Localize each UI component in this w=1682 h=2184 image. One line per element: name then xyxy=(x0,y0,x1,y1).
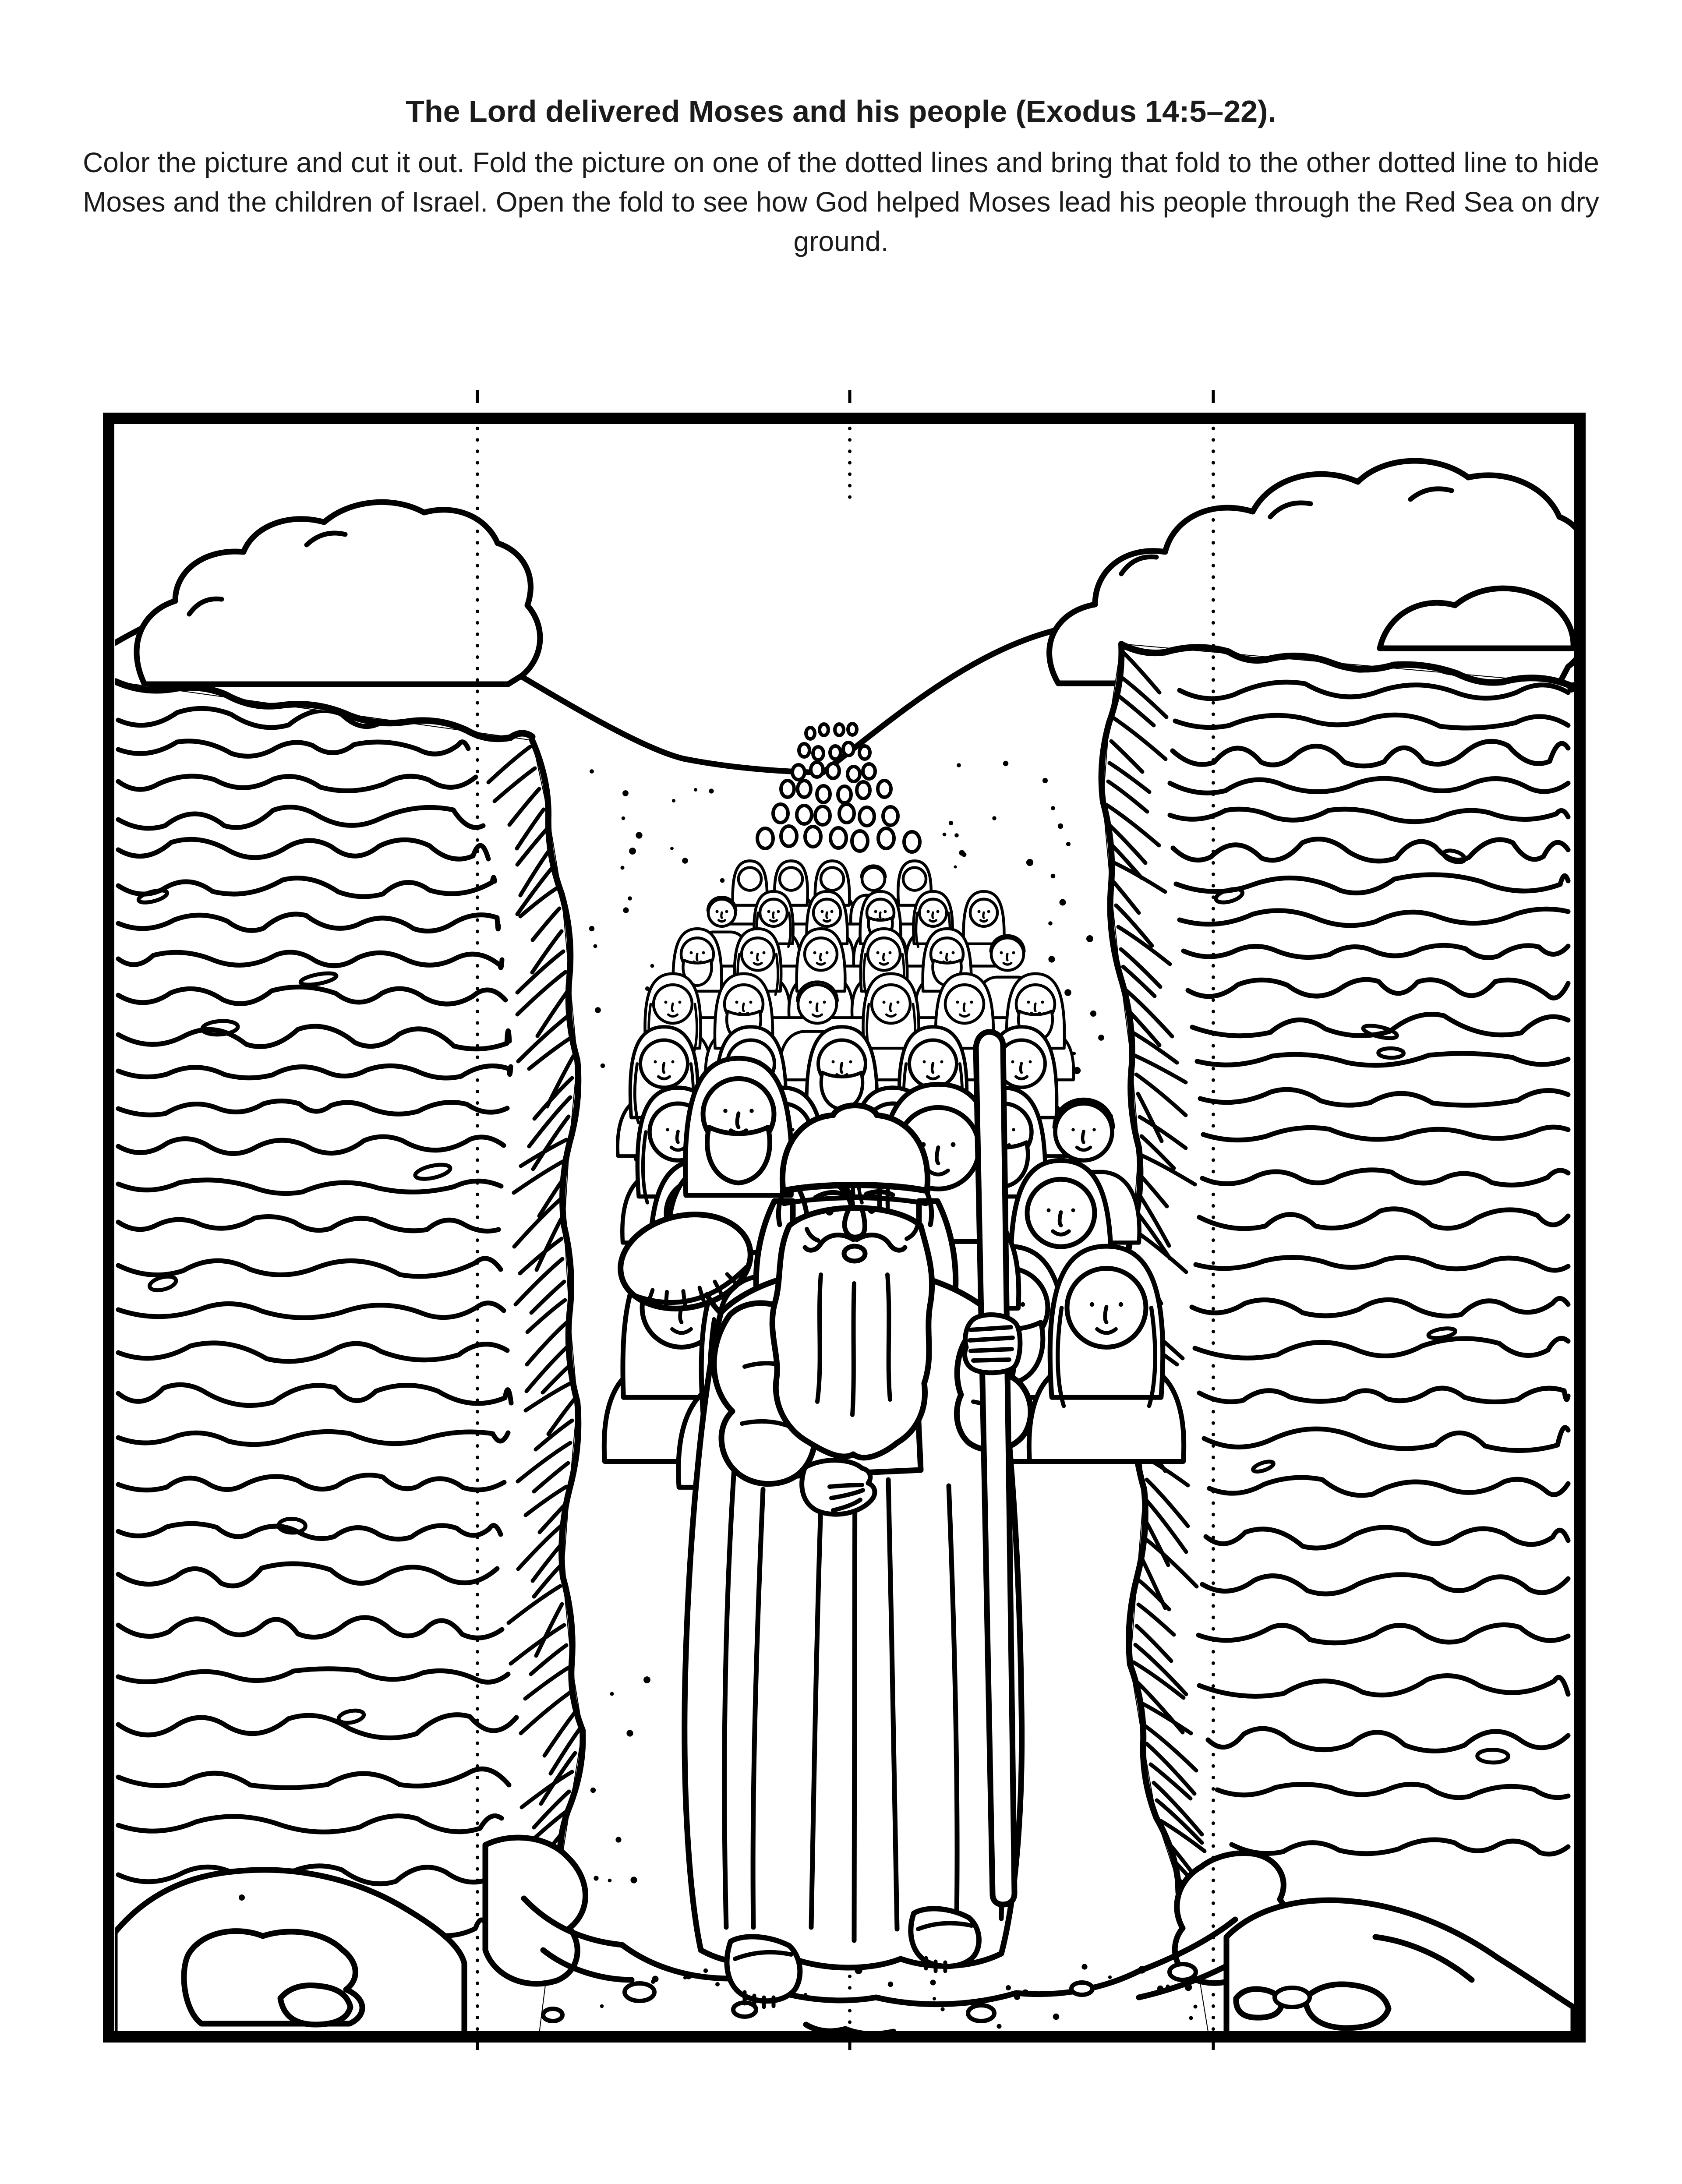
distant-head xyxy=(878,781,891,797)
sand-dot xyxy=(1051,806,1055,810)
right-hand-finger-3 xyxy=(830,1485,862,1487)
sand-dot xyxy=(600,2004,604,2008)
sand-dot xyxy=(959,850,965,856)
person-eye xyxy=(1047,1209,1051,1212)
pebble xyxy=(968,2005,994,2021)
rocks-corner-right-front xyxy=(1305,1984,1389,2028)
distant-head xyxy=(852,831,868,851)
sand-dot xyxy=(622,790,629,796)
sand-dot xyxy=(940,2007,944,2011)
sand-dot xyxy=(630,1877,637,1883)
pebble xyxy=(543,2009,562,2021)
person-nose xyxy=(936,1147,938,1163)
person-nose xyxy=(1060,1212,1061,1226)
person-eye xyxy=(1071,1209,1075,1212)
person-eye xyxy=(987,910,990,913)
person-smile xyxy=(824,920,830,922)
person-smile xyxy=(930,920,936,922)
person-eye xyxy=(952,951,955,954)
sand-dot xyxy=(650,964,654,968)
person-nose xyxy=(663,1063,664,1072)
person-eye xyxy=(735,1001,739,1004)
person-smile xyxy=(770,920,777,922)
person-eye xyxy=(923,1060,926,1064)
water-wall-right xyxy=(1102,644,1574,2037)
distant-head xyxy=(830,746,841,759)
person-beard xyxy=(707,1127,770,1183)
person-eye xyxy=(936,910,940,913)
distant-head xyxy=(839,804,854,823)
person-eye xyxy=(725,910,728,913)
person-eye xyxy=(1021,1302,1025,1307)
person-eye xyxy=(777,910,780,913)
sand-dot xyxy=(1090,1011,1096,1017)
sand-dot xyxy=(622,816,625,820)
person-eye xyxy=(826,951,829,954)
person-eye xyxy=(666,1128,669,1131)
person-eye xyxy=(767,910,770,913)
person-nose xyxy=(773,912,774,918)
person-face xyxy=(862,868,885,891)
person-nose xyxy=(883,954,884,960)
distant-head xyxy=(811,762,823,777)
person-eye xyxy=(889,951,892,954)
distant-head xyxy=(859,746,870,759)
page-title: The Lord delivered Moses and his people (Exodus 14:5–22). xyxy=(406,94,1276,128)
sand-dot xyxy=(709,788,714,793)
distant-head xyxy=(883,807,898,825)
sand-dot xyxy=(608,1879,612,1883)
cloud-left xyxy=(137,502,540,684)
sand-dot xyxy=(643,1676,650,1683)
sand-dot xyxy=(1060,899,1066,906)
sand-dot xyxy=(1042,778,1048,783)
distant-head xyxy=(781,781,794,797)
distant-head xyxy=(799,744,809,757)
moses-mouth xyxy=(844,1246,865,1261)
person-eye xyxy=(678,1001,682,1004)
sand-dot xyxy=(1048,921,1053,926)
sand-dot xyxy=(1108,1975,1112,1979)
crowd-distant-heads xyxy=(757,724,920,852)
distant-head xyxy=(817,786,830,802)
distant-head xyxy=(773,804,788,823)
pebble xyxy=(625,1983,654,2001)
distant-head xyxy=(843,742,854,756)
person-smile xyxy=(719,920,725,922)
person-nose xyxy=(737,1113,739,1127)
person-eye xyxy=(723,1109,728,1113)
sand-dot xyxy=(933,1997,936,2000)
sand-dot xyxy=(715,1982,720,1986)
distant-head xyxy=(792,765,805,780)
person-eye xyxy=(750,951,753,954)
sand-dot xyxy=(672,799,675,802)
sand-dot xyxy=(589,926,594,931)
sand-dot xyxy=(888,1982,893,1987)
person-nose xyxy=(677,1131,678,1142)
person-nose xyxy=(816,1004,817,1011)
eye-right xyxy=(868,1206,876,1214)
person-eye xyxy=(1011,1060,1014,1064)
person-eye xyxy=(883,1001,886,1004)
sand-dot xyxy=(720,878,725,883)
person-nose xyxy=(820,954,821,960)
sand-dot xyxy=(590,769,594,774)
distant-head xyxy=(820,724,828,735)
person-eye xyxy=(716,910,719,913)
person-mustache xyxy=(943,961,951,963)
sand-dot xyxy=(1026,859,1033,866)
sand-dot xyxy=(628,896,632,901)
water-wall-left xyxy=(115,682,583,2037)
person-eye xyxy=(940,951,943,954)
person-eye xyxy=(763,951,766,954)
person-face xyxy=(903,868,926,891)
distant-head xyxy=(805,827,821,847)
pebble xyxy=(1071,1983,1092,1995)
sand-dot xyxy=(610,1692,614,1696)
distant-head xyxy=(857,782,870,799)
distant-head xyxy=(878,828,894,848)
distant-head xyxy=(806,728,815,739)
sand-dot xyxy=(590,1788,596,1793)
sand-dot xyxy=(594,1876,598,1880)
moses-left-fist xyxy=(965,1315,1020,1373)
sand-dot xyxy=(1086,935,1093,942)
person-nose xyxy=(964,1004,965,1011)
person-eye xyxy=(749,1001,753,1004)
distant-head xyxy=(848,724,857,735)
distant-head xyxy=(859,807,874,826)
sand-dot xyxy=(992,816,996,820)
person-eye xyxy=(823,1001,826,1004)
person-eye xyxy=(1119,1302,1124,1307)
distant-head xyxy=(838,786,851,803)
page-instructions: Color the picture and cut it out. Fold the picture on one of the dotted lines and bring that fold to the other dotted line to hide Moses and the children of Israel. Open the fold to see how God helped Moses lead his people through the Red Sea on dry ground. xyxy=(83,147,1599,257)
distant-head xyxy=(848,767,860,781)
sandal-left xyxy=(727,1937,800,2001)
person-eye xyxy=(927,910,930,913)
sand-dot xyxy=(1051,874,1056,879)
person-mustache xyxy=(877,919,883,920)
sand-dot xyxy=(636,832,642,838)
sand-dot xyxy=(1006,1985,1011,1990)
sand-dot xyxy=(1081,1964,1087,1969)
sand-dot xyxy=(1003,761,1008,766)
person-eye xyxy=(654,1060,657,1064)
sand-dot xyxy=(997,2024,1002,2029)
person-eye xyxy=(702,951,705,954)
person-eye xyxy=(970,1001,973,1004)
person-nose xyxy=(757,954,758,960)
person-eye xyxy=(809,1001,812,1004)
person-eye xyxy=(956,1001,959,1004)
distant-head xyxy=(781,826,797,846)
distant-head xyxy=(904,832,920,852)
person-eye xyxy=(978,910,981,913)
sand-dot xyxy=(623,907,629,913)
person-eye xyxy=(940,1060,943,1064)
person-eye xyxy=(849,1060,852,1064)
sand-dot xyxy=(651,1979,655,1984)
person-eye xyxy=(876,951,880,954)
person-face xyxy=(821,868,844,891)
sand-dot xyxy=(1048,956,1055,962)
fist-finger-3 xyxy=(971,1349,1012,1351)
person-eye xyxy=(1041,1001,1044,1004)
sand-dot xyxy=(1053,2014,1059,2020)
person-nose xyxy=(890,1004,891,1011)
sand-dot xyxy=(621,866,625,870)
person-eye xyxy=(874,910,877,913)
sand-dot xyxy=(682,858,688,864)
skirt-fold-2 xyxy=(854,1481,855,1940)
sand-dot xyxy=(949,821,953,825)
person-eye xyxy=(749,1109,754,1113)
person-eye xyxy=(1090,1302,1095,1307)
person-nose xyxy=(841,1063,842,1072)
person-eye xyxy=(951,1142,956,1147)
distant-head xyxy=(813,747,823,760)
distant-head xyxy=(830,828,846,848)
person-eye xyxy=(884,910,887,913)
sand-dot xyxy=(670,847,674,850)
person-eye xyxy=(671,1060,675,1064)
distant-head xyxy=(863,764,875,779)
sandal-right xyxy=(911,1908,979,1966)
person-eye xyxy=(813,951,816,954)
pebbles xyxy=(543,1964,1310,2021)
sand-dot xyxy=(1064,989,1071,996)
distant-head xyxy=(815,806,830,825)
person-eye xyxy=(1092,1128,1096,1131)
beard-strand-2 xyxy=(852,1283,854,1415)
fist-finger-2 xyxy=(970,1338,1013,1340)
sand-dot xyxy=(1189,2016,1193,2020)
person-eye xyxy=(1012,951,1015,954)
person-eye xyxy=(897,1001,900,1004)
distant-head xyxy=(757,828,773,848)
eye-left xyxy=(826,1208,834,1216)
sand-dot xyxy=(1066,842,1071,846)
sand-dot xyxy=(629,848,636,855)
sand-dot xyxy=(1194,2005,1198,2009)
pebble xyxy=(1275,1988,1310,2007)
person-eye xyxy=(690,951,693,954)
person-eye xyxy=(830,910,834,913)
distant-head xyxy=(835,724,844,735)
sand-dot xyxy=(601,1064,605,1068)
distant-head xyxy=(797,806,812,824)
person-nose xyxy=(672,1004,673,1011)
sand-dot xyxy=(954,833,959,838)
person-nose xyxy=(1105,1307,1106,1322)
rocks-corner-left-small xyxy=(280,1986,350,2025)
distant-head xyxy=(827,763,839,778)
distant-head xyxy=(798,781,811,797)
person-eye xyxy=(1000,951,1003,954)
person-nose xyxy=(932,1063,933,1072)
person-nose xyxy=(1083,1131,1084,1142)
person-nose xyxy=(721,912,722,918)
person-eye xyxy=(1012,1128,1015,1131)
sand-dot xyxy=(930,1980,936,1986)
sand-dot xyxy=(594,944,597,948)
pebble xyxy=(1170,1964,1196,1980)
person-face xyxy=(780,868,802,891)
beard-strand-1 xyxy=(817,1275,821,1402)
beard-strand-3 xyxy=(887,1275,890,1399)
sand-dot xyxy=(954,866,957,869)
person-eye xyxy=(664,1001,668,1004)
person-face xyxy=(739,868,761,891)
sky-clouds xyxy=(137,461,1592,684)
person-smile xyxy=(981,920,987,922)
sand-dot xyxy=(615,1837,621,1842)
person-nose xyxy=(983,912,984,918)
sand-dot xyxy=(1098,1035,1104,1041)
wall-left-body xyxy=(115,682,583,2037)
sand-dot xyxy=(1058,823,1063,829)
person-eye xyxy=(1029,1060,1032,1064)
person-eye xyxy=(832,1060,835,1064)
fist-finger-1 xyxy=(971,1327,1011,1330)
person-eye xyxy=(821,910,824,913)
fist-finger-4 xyxy=(973,1360,1009,1361)
sand-dot xyxy=(943,833,947,837)
person-nose xyxy=(743,1004,744,1011)
sand-dot xyxy=(703,1968,708,1973)
rock-dot xyxy=(239,1894,245,1901)
sand-dot xyxy=(957,763,961,767)
sand-dot xyxy=(626,1730,633,1736)
person-eye xyxy=(1071,1128,1075,1131)
sand-dot xyxy=(694,788,697,792)
sand-dot xyxy=(595,1007,601,1013)
person-mustache xyxy=(694,961,701,963)
person-eye xyxy=(1027,1001,1030,1004)
